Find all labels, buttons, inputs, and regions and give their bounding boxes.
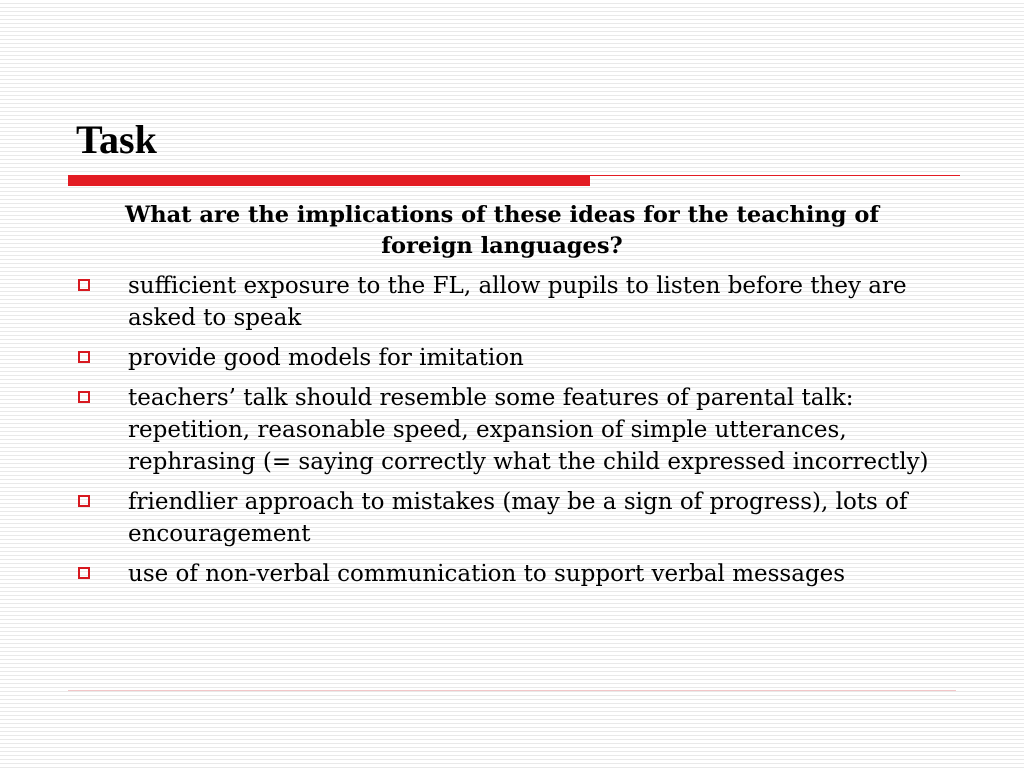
bullet-list: [76, 270, 946, 590]
list-item: [76, 558, 946, 590]
list-item: [76, 342, 946, 374]
bullet-text: friendlier approach to mistakes (may be a sign of progress), lots of encouragement: [128, 489, 908, 547]
list-item: [76, 486, 946, 550]
hollow-square-icon: [78, 351, 90, 363]
hollow-square-icon: [78, 567, 90, 579]
question-heading: What are the implications of these ideas for the teaching of foreign languages?: [124, 202, 880, 259]
title-accent-bar: [68, 175, 590, 186]
title-rule-line: [590, 175, 960, 176]
hollow-square-icon: [78, 279, 90, 291]
bullet-text: teachers’ talk should resemble some features of parental talk: repetition, reasonable speed, expansion of simple utterances, rephrasing (= saying correctly what the child expressed incorrectly): [128, 385, 929, 475]
bullet-text: use of non-verbal communication to support verbal messages: [128, 561, 846, 587]
bullet-text: sufficient exposure to the FL, allow pupils to listen before they are asked to speak: [128, 273, 907, 331]
list-item: [76, 382, 946, 478]
hollow-square-icon: [78, 391, 90, 403]
bullet-text: provide good models for imitation: [128, 345, 524, 371]
slide-title: Task: [76, 117, 157, 162]
list-item: [76, 270, 946, 334]
footer-rule-line: [68, 690, 956, 691]
hollow-square-icon: [78, 495, 90, 507]
slide-content: [76, 200, 946, 598]
